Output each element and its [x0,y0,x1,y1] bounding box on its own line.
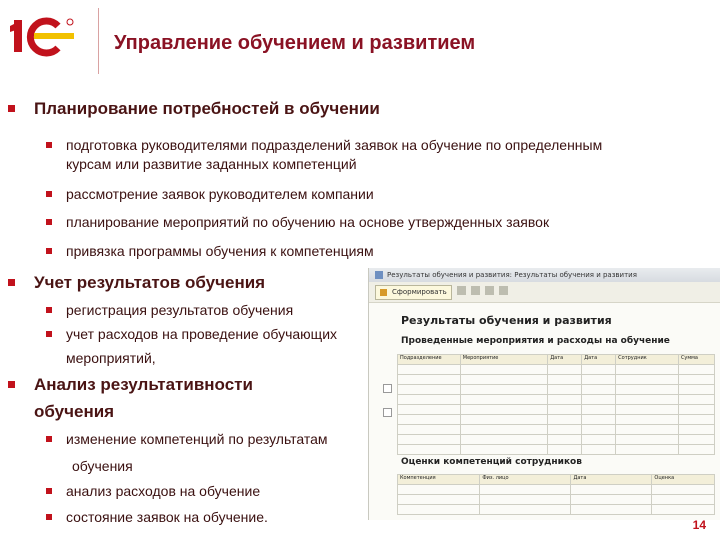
bullet-icon [46,219,52,225]
list-item-text: регистрация результатов обучения [66,302,294,318]
bullet-icon [46,191,52,197]
list-item-continuation [66,155,357,174]
column-header: Физ. лицо [480,475,571,485]
column-header: Дата [571,475,652,485]
bullet-icon [46,142,52,148]
bullet-icon [46,248,52,254]
list-item [66,242,374,261]
list-item-text: анализ расходов на обучение [66,483,261,499]
column-header: Мероприятие [460,355,547,365]
list-item-continuation [66,349,156,368]
column-header: Сумма [678,355,714,365]
toolbar-icon[interactable] [485,286,494,295]
competency-table [397,474,715,515]
list-item [66,136,602,155]
window-title-text: Результаты обучения и развития: Результаты обучения и развития [387,271,637,279]
table-row [398,505,715,515]
report-subtitle: Проведенные мероприятия и расходы на обучение [401,336,670,346]
table-header-row [398,355,715,365]
list-item [66,301,293,320]
column-header: Подразделение [398,355,461,365]
list-item-text: подготовка руководителями подразделений заявок на обучение по определенным [66,137,603,153]
bullet-icon [46,331,52,337]
section-heading-text: Учет результатов обучения [34,273,266,292]
report-toolbar [369,282,720,303]
section-heading-text: Планирование потребностей в обучении [34,99,380,118]
list-item [66,482,260,501]
bullet-icon [46,307,52,313]
row-checkbox[interactable] [383,384,392,393]
bullet-icon [46,488,52,494]
report-screenshot [368,268,720,520]
column-header: Дата [582,355,616,365]
table-row [398,405,715,415]
bullet-icon [8,279,15,286]
title-divider [98,8,99,74]
list-item-text: обучения [72,458,133,474]
page-title: Управление обучением и развитием [114,32,476,54]
row-checkbox[interactable] [383,408,392,417]
table-row [398,425,715,435]
section-heading-planning [34,97,380,121]
bullet-icon [46,514,52,520]
toolbar-icon[interactable] [471,286,480,295]
list-item-text: учет расходов на проведение обучающих [66,326,338,342]
section-heading-text: обучения [34,402,115,421]
list-item-text: привязка программы обучения к компетенциям [66,243,374,259]
table-row [398,415,715,425]
list-item [66,213,549,232]
table-row [398,435,715,445]
list-item-text: рассмотрение заявок руководителем компании [66,186,374,202]
table-row [398,365,715,375]
window-icon [375,271,383,279]
table-row [398,495,715,505]
list-item [66,430,328,449]
section-heading-analysis-line2 [34,400,114,424]
section-heading-results [34,271,265,295]
bullet-icon [8,105,15,112]
report-title: Результаты обучения и развития [401,314,612,327]
page-number: 14 [692,518,706,532]
table-row [398,485,715,495]
competency-section-title: Оценки компетенций сотрудников [401,457,582,467]
table-row [398,385,715,395]
generate-button-label: Сформировать [392,288,447,296]
table-row [398,395,715,405]
toolbar-icon[interactable] [499,286,508,295]
section-heading-analysis [34,373,253,397]
table-row [398,375,715,385]
list-item-text: планирование мероприятий по обучению на основе утвержденных заявок [66,214,550,230]
toolbar-icon[interactable] [457,286,466,295]
results-table [397,354,715,455]
list-item [66,185,374,204]
column-header: Дата [548,355,582,365]
generate-icon [380,289,387,296]
list-item [66,325,337,344]
column-header: Компетенция [398,475,480,485]
generate-button[interactable] [375,285,452,300]
bullet-icon [46,436,52,442]
list-item-text: изменение компетенций по результатам [66,431,328,447]
column-header: Оценка [652,475,715,485]
list-item-continuation [72,457,133,476]
report-window-title [369,268,720,282]
list-item [66,508,268,527]
column-header: Сотрудник [616,355,679,365]
table-row [398,445,715,455]
list-item-text: состояние заявок на обучение. [66,509,268,525]
section-heading-text: Анализ результативности [34,375,253,394]
1c-logo [10,14,76,58]
table-header-row [398,475,715,485]
list-item-text: мероприятий, [66,350,156,366]
bullet-icon [8,381,15,388]
list-item-text: курсам или развитие заданных компетенций [66,156,357,172]
